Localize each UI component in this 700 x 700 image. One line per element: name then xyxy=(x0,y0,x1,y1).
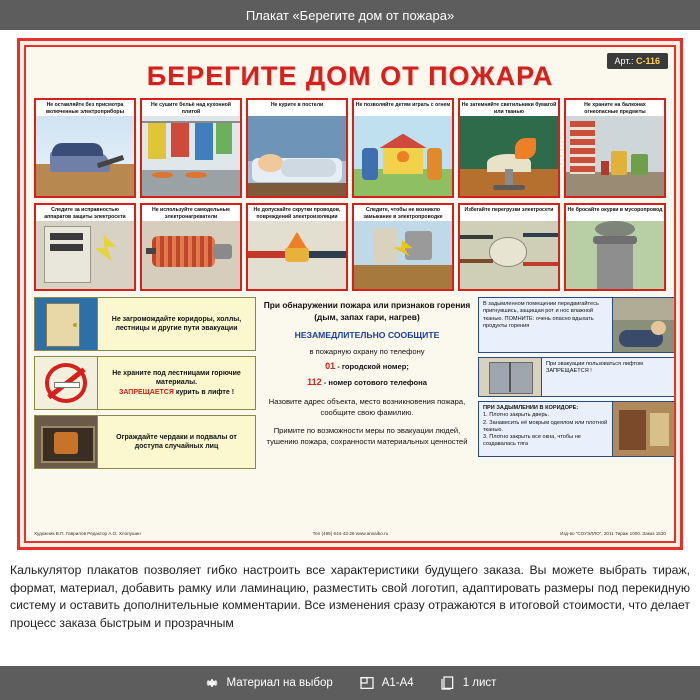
balcony-storage-illustration xyxy=(566,116,664,196)
gear-icon xyxy=(204,675,220,691)
pictogram-cell xyxy=(352,98,454,198)
poster-inner xyxy=(24,45,676,543)
poster-wrapper xyxy=(9,34,691,554)
advice-text: Не загромождайте коридоры, холлы, лестницы и другие пути эвакуации xyxy=(111,315,242,332)
poster-title: БЕРЕГИТЕ ДОМ ОТ ПОЖАРА xyxy=(146,61,554,91)
pictogram-cell xyxy=(564,203,666,291)
phone-line-2 xyxy=(261,376,473,389)
pictogram-caption: Следите, чтобы не возникло замыкание в электропроводке xyxy=(363,207,443,220)
corridor-smoke-row xyxy=(478,401,676,457)
bottom-item-sheets[interactable] xyxy=(440,675,497,691)
advice-text-after: курить в лифте ! xyxy=(175,388,235,396)
phone-label-01: - городской номер; xyxy=(337,361,409,371)
iron-illustration xyxy=(36,116,134,196)
smoke-advice-text: В задымленном помещении передвигайтесь пригнувшись, защищая рот и нос влажной тканью. ПОМНИТЕ: очень опасно вдыхать продукты горения xyxy=(483,301,599,329)
pictogram-row-1 xyxy=(26,98,674,198)
left-column xyxy=(34,297,256,474)
pictogram-cell xyxy=(564,98,666,198)
advice-row xyxy=(34,415,256,469)
bottom-bar xyxy=(0,666,700,700)
fire-detection-heading: При обнаружении пожара или признаков горения (дым, запах гари, нагрев) xyxy=(263,300,471,323)
covered-lamp-illustration xyxy=(460,116,558,196)
circuit-breaker-illustration xyxy=(36,221,134,289)
page-title: Плакат «Берегите дом от пожара» xyxy=(245,7,455,23)
middle-block xyxy=(26,291,674,474)
format-icon xyxy=(359,675,375,691)
no-lift-icon xyxy=(479,358,542,396)
pictogram-caption: Не оставляйте без присмотра включенные электроприборы xyxy=(45,102,125,115)
attic-icon xyxy=(35,416,98,468)
bottom-item-label: А1-А4 xyxy=(381,677,414,689)
description-text: Калькулятор плакатов позволяет гибко настроить все характеристики будущего заказа. Вы можете выбрать тираж, формат, материал, добавить рамку или ламинацию, разместить свой логотип, адаптировать размеры под перекидную систему и оставить дополнительные комментарии. Все изменения сразу отражаются в итоговой стоимости, что делает процесс заказа быстрым и прозрачным xyxy=(10,563,690,631)
corridor-smoke-text xyxy=(479,402,612,456)
pictogram-cell xyxy=(458,203,560,291)
no-smoking-icon xyxy=(35,357,98,409)
top-bar xyxy=(0,0,700,30)
pictogram-caption: Следите за исправностью аппаратов защиты электросети xyxy=(44,207,126,220)
short-circuit-illustration xyxy=(354,221,452,289)
article-value: С-116 xyxy=(635,56,660,66)
pictogram-caption: Избегайте перегрузки электросети xyxy=(464,207,554,213)
poster xyxy=(17,38,683,550)
right-column xyxy=(478,297,676,474)
smoking-in-bed-illustration xyxy=(248,116,346,196)
homemade-heater-illustration xyxy=(142,221,240,289)
corridor-smoke-title: ПРИ ЗАДЫМЛЕНИИ В КОРИДОРЕ: xyxy=(483,405,579,411)
article-label: Арт.: xyxy=(614,56,634,66)
pictogram-cell xyxy=(246,98,348,198)
pictogram-cell xyxy=(458,98,560,198)
no-lift-advice-row xyxy=(478,357,676,397)
pictogram-caption: Не допускайте скрутки проводов, повреждений электроизоляции xyxy=(253,207,341,220)
phone-label-112: - номер сотового телефона xyxy=(323,377,427,387)
pictogram-caption: Не курите в постели xyxy=(270,102,324,108)
pictogram-caption: Не храните на балконах огнеопасные предметы xyxy=(584,102,646,115)
sheet-icon xyxy=(440,675,456,691)
corridor-smoke-item-1: 1. Плотно закрыть дверь. xyxy=(483,412,550,419)
no-lift-advice-text: При эвакуации пользоваться лифтом ЗАПРЕЩАЕТСЯ ! xyxy=(546,361,643,375)
smoke-corridor-icon xyxy=(612,402,675,456)
advice-text-before: Не храните под лестницами горючие материалы. xyxy=(112,369,241,387)
corridor-smoke-item-3: 3. Плотно закрыть все окна, чтобы не создавалась тяга xyxy=(483,434,581,448)
call-fire-service-line: в пожарную охрану по телефону xyxy=(309,346,425,356)
pictogram-caption: Не позволяйте детям играть с огнем xyxy=(355,102,451,108)
advice-row xyxy=(34,356,256,410)
bottom-item-label: Материал на выбор xyxy=(226,677,333,689)
advice-text: Ограждайте чердаки и подвалы от доступа случайных лиц xyxy=(116,433,237,450)
corridor-smoke-item-2: 2. Занавесить её мокрым одеялом или плотной тканью. xyxy=(483,419,608,433)
advice-text-red: ЗАПРЕЩАЕТСЯ xyxy=(118,388,174,396)
pictogram-cell xyxy=(140,98,242,198)
bottom-item-material[interactable] xyxy=(204,675,333,691)
crawling-person-icon xyxy=(612,298,675,352)
footer-credits: Художник В.П. Гаврилов Редактор А.О. Хлопушин xyxy=(34,530,141,536)
bottom-item-format[interactable] xyxy=(359,675,414,691)
footer-contacts: Тел (495) 644-43-26 www.ansaibo.ru xyxy=(312,530,389,536)
pictogram-caption: Не используйте самодельные электронагреватели xyxy=(151,207,230,220)
evacuation-measures-text: Примите по возможности меры по эвакуации людей, тушению пожара, сохранности материальных ценностей xyxy=(266,425,468,446)
pictogram-row-2 xyxy=(26,203,674,291)
article-badge xyxy=(607,53,668,69)
bottom-item-label: 1 лист xyxy=(462,677,497,689)
phone-line-1 xyxy=(261,360,473,373)
pictogram-caption: Не затемняйте светильники бумагой или тканью xyxy=(461,102,557,115)
phone-number-112: 112 xyxy=(307,376,322,387)
pictogram-cell xyxy=(352,203,454,291)
report-immediately-heading: НЕЗАМЕДЛИТЕЛЬНО СООБЩИТЕ xyxy=(294,330,440,341)
phone-number-01: 01 xyxy=(325,360,336,371)
corridor-door-icon xyxy=(35,298,98,350)
pictogram-cell xyxy=(140,203,242,291)
smoke-advice-row xyxy=(478,297,676,353)
center-column xyxy=(261,297,473,474)
report-details-text: Назовите адрес объекта, место возникновения пожара, сообщите свою фамилию. xyxy=(268,396,466,417)
pictogram-cell xyxy=(34,203,136,291)
overloaded-socket-illustration xyxy=(460,221,558,289)
advice-row xyxy=(34,297,256,351)
poster-footer xyxy=(34,531,666,537)
pictogram-cell xyxy=(246,203,348,291)
advice-text xyxy=(98,357,255,409)
twisted-wires-illustration xyxy=(248,221,346,289)
children-playing-with-fire-illustration xyxy=(354,116,452,196)
footer-publisher: Изд-во "СОУЭЛЛО", 2011 Тираж 1000. Заказ 1530 xyxy=(560,530,666,536)
garbage-chute-illustration xyxy=(566,221,664,289)
pictogram-caption: Не бросайте окурки в мусоропровод xyxy=(567,207,663,213)
laundry-over-stove-illustration xyxy=(142,116,240,196)
pictogram-cell xyxy=(34,98,136,198)
pictogram-caption: Не сушите бельё над кухонной плитой xyxy=(151,102,231,115)
